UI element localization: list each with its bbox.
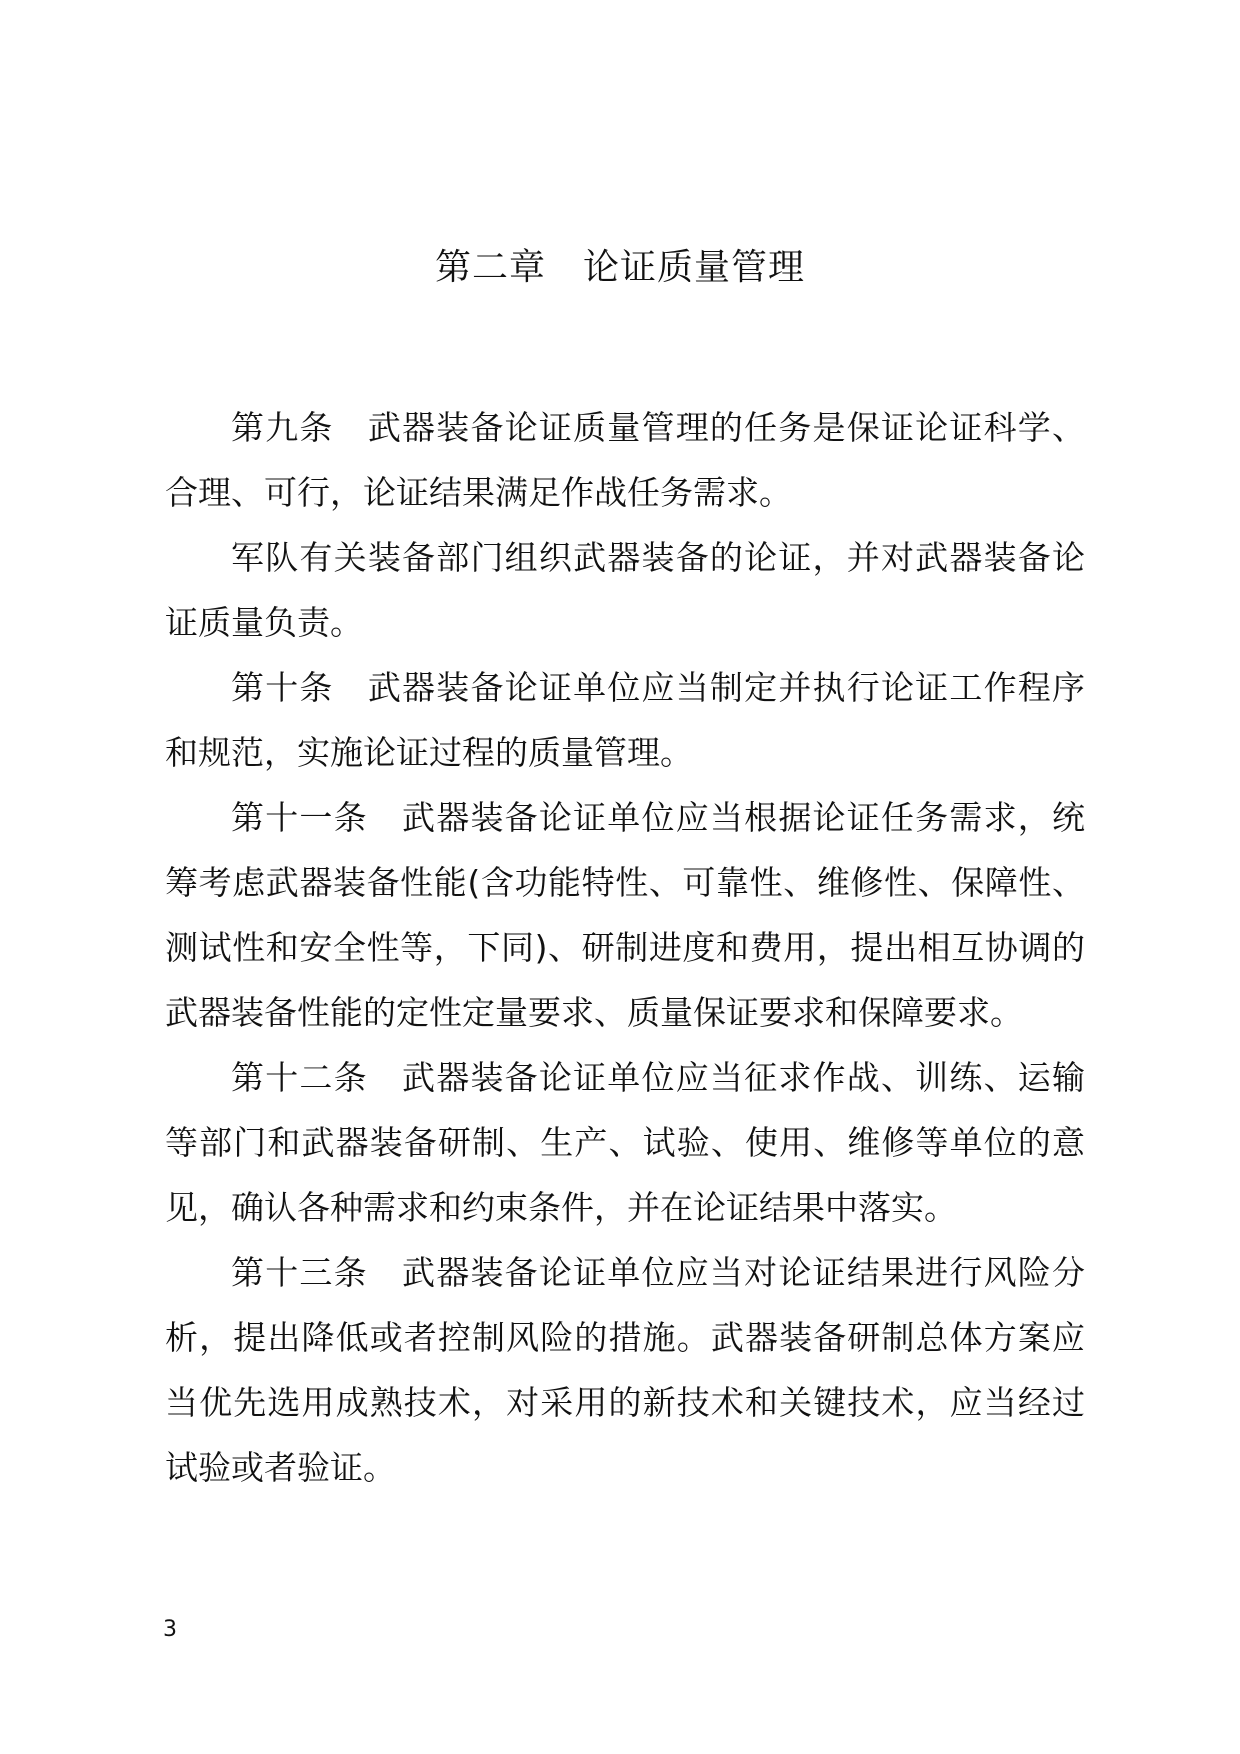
chapter-title: 第二章 论证质量管理 [434, 247, 805, 288]
article-text: 武器装备论证单位应当制定并执行论证工作程序和规范，实施论证过程的质量管理。 [165, 668, 1086, 772]
article-text: 武器装备论证单位应当对论证结果进行风险分析，提出降低或者控制风险的措施。武器装备研制总体方案应当优先选用成熟技术，对采用的新技术和关键技术，应当经过试验或者验证。 [165, 1253, 1086, 1487]
article-label: 第十三条 [231, 1253, 403, 1292]
article-11-paragraph [165, 785, 1085, 1045]
paragraph-text: 军队有关装备部门组织武器装备的论证，并对武器装备论证质量负责。 [165, 538, 1085, 642]
article-label: 第十一条 [231, 798, 403, 837]
article-text: 武器装备论证单位应当根据论证任务需求，统筹考虑武器装备性能(含功能特性、可靠性、维修性、保障性、测试性和安全性等，下同)、研制进度和费用，提出相互协调的武器装备性能的定性定量要求、质量保证要求和保障要求。 [165, 798, 1086, 1032]
article-label: 第十条 [231, 668, 368, 707]
body-text [165, 395, 1085, 1500]
article-13-paragraph [165, 1240, 1085, 1500]
article-9-paragraph [165, 395, 1085, 525]
article-10-paragraph [165, 655, 1085, 785]
article-text: 武器装备论证单位应当征求作战、训练、运输等部门和武器装备研制、生产、试验、使用、维修等单位的意见，确认各种需求和约束条件，并在论证结果中落实。 [165, 1058, 1086, 1227]
article-text: 武器装备论证质量管理的任务是保证论证科学、合理、可行，论证结果满足作战任务需求。 [165, 408, 1086, 512]
article-9-continuation-paragraph [165, 525, 1085, 655]
article-label: 第十二条 [231, 1058, 403, 1097]
article-label: 第九条 [231, 408, 368, 447]
article-12-paragraph [165, 1045, 1085, 1240]
page-number: 3 [163, 1617, 177, 1642]
